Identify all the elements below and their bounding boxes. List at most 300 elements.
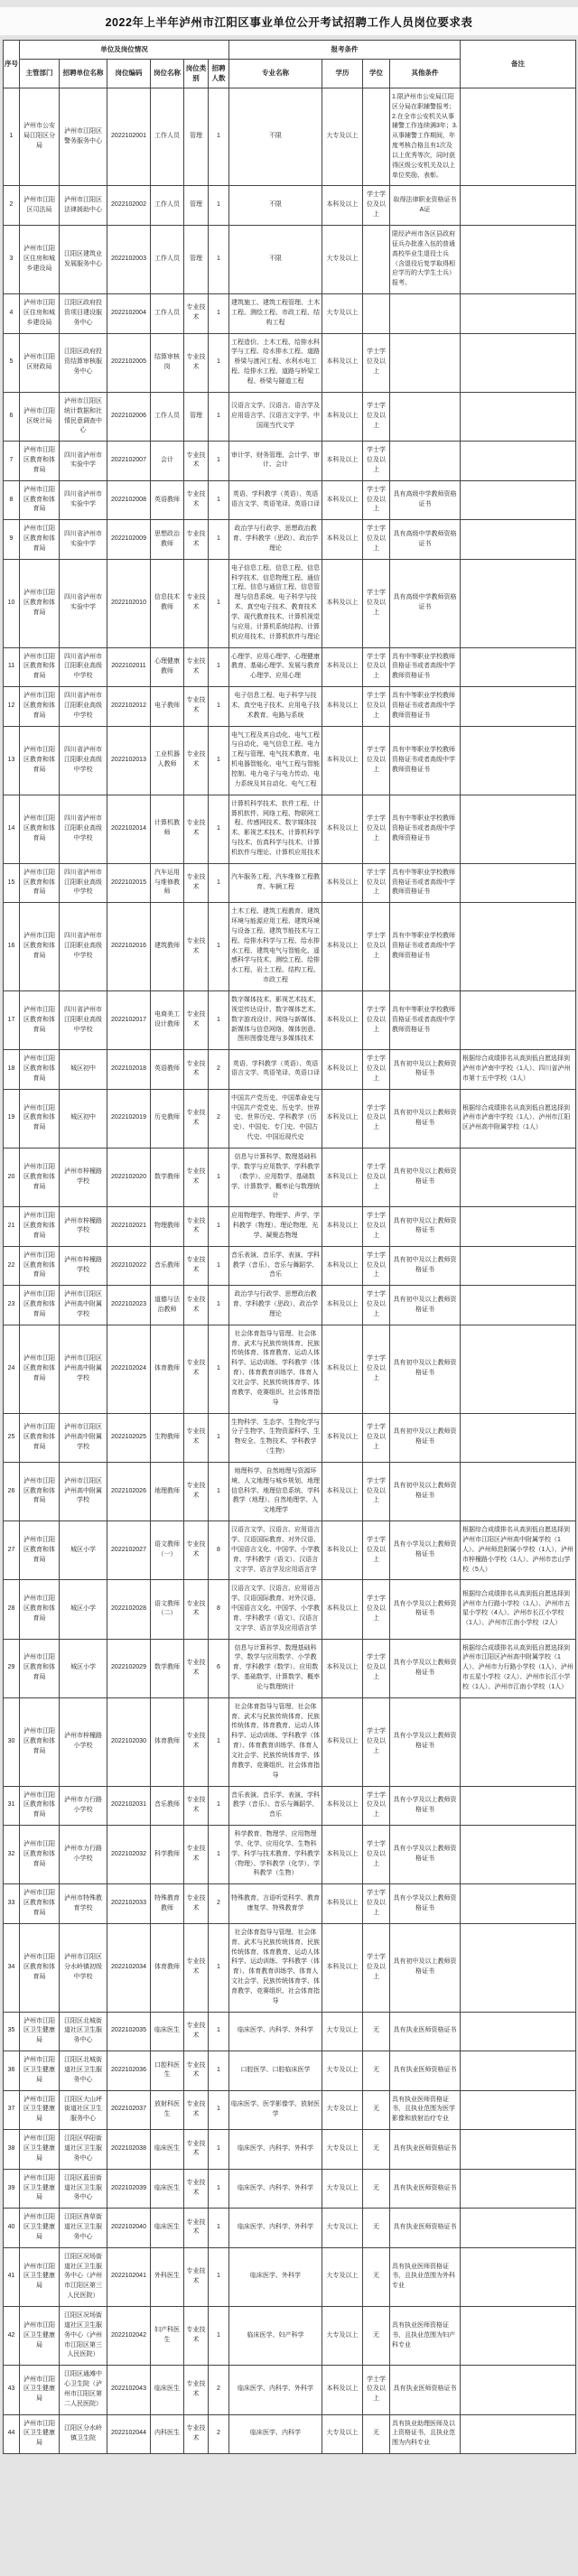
cell-remark bbox=[461, 726, 576, 795]
cell-remark bbox=[461, 1413, 576, 1462]
cell-code: 2022102034 bbox=[107, 1923, 151, 2012]
cell-other: 具有中等职业学校教师资格证书或者高级中学教师资格证书 bbox=[390, 647, 461, 687]
cell-major: 社会体育指导与管理、社会体育、武术与民族传统体育、民族传统体育、体育教育、运动人体科学、运动训练、学科教学（体育）、体育教育训练学、体育人文社会学、民族传统体育学、体育教学、竞赛组织、社会体育指导 bbox=[229, 1697, 322, 1786]
cell-category: 专业技术 bbox=[184, 991, 209, 1050]
cell-dept: 泸州市江阳区教育和体育局 bbox=[20, 795, 60, 863]
cell-seq: 5 bbox=[4, 333, 20, 392]
cell-other: 具有执业医师资格证书 bbox=[390, 2130, 461, 2170]
cell-count: 1 bbox=[209, 1462, 229, 1520]
cell-education: 本科及以上 bbox=[322, 1462, 363, 1520]
cell-major: 临床医学、内科学、外科学 bbox=[229, 2366, 322, 2414]
cell-count: 1 bbox=[209, 1207, 229, 1247]
cell-dept: 泸州市江阳区教育和体育局 bbox=[20, 1639, 60, 1697]
cell-major: 汉语言文学、汉语言、应用语言学、汉语国际教育、对外汉语、中国语言文化、中国学、小学教育、学科教学（语文）、汉语言文字学、语言学及应用语言学 bbox=[229, 1580, 322, 1639]
cell-post: 音乐教师 bbox=[151, 1246, 184, 1286]
cell-count: 1 bbox=[209, 1786, 229, 1826]
cell-dept: 泸州市江阳区教育和体育局 bbox=[20, 442, 60, 481]
cell-other: 具有执业医师资格证书 bbox=[390, 2012, 461, 2051]
cell-code: 2022102032 bbox=[107, 1826, 151, 1884]
cell-major: 生物科学、生态学、生物化学与分子生物学、生物资源科学、生物安全、生物技术、学科教学（生物） bbox=[229, 1413, 322, 1462]
cell-count: 1 bbox=[209, 88, 229, 186]
cell-remark bbox=[461, 795, 576, 863]
cell-unit: 泸州市梓橦路学校 bbox=[60, 1207, 107, 1247]
cell-code: 2022102031 bbox=[107, 1786, 151, 1826]
cell-code: 2022102028 bbox=[107, 1580, 151, 1639]
cell-education: 本科及以上 bbox=[322, 1884, 363, 1924]
cell-major: 临床医学、外科学 bbox=[229, 2247, 322, 2306]
cell-code: 2022102013 bbox=[107, 726, 151, 795]
cell-unit: 泸州市梓橦路学校 bbox=[60, 1246, 107, 1286]
cell-seq: 36 bbox=[4, 2051, 20, 2091]
cell-degree bbox=[363, 226, 390, 294]
cell-category: 专业技术 bbox=[184, 1697, 209, 1786]
cell-major: 临床医学、妇产科学 bbox=[229, 2306, 322, 2365]
table-row bbox=[4, 294, 576, 334]
cell-major: 中国共产党历史、中国革命史与中国共产党党史、历史学、世界史、世界历史、学科教学（历史）、中国史、专门史、中国古代史、中国近现代史 bbox=[229, 1089, 322, 1148]
cell-degree: 学士学位及以上 bbox=[363, 1786, 390, 1826]
cell-dept: 泸州市江阳区教育和体育局 bbox=[20, 903, 60, 991]
cell-seq: 1 bbox=[4, 88, 20, 186]
cell-dept: 泸州市江阳区教育和体育局 bbox=[20, 726, 60, 795]
cell-seq: 18 bbox=[4, 1050, 20, 1090]
cell-other bbox=[390, 442, 461, 481]
cell-unit: 江阳区华阳街道社区卫生服务中心 bbox=[60, 2130, 107, 2170]
cell-major: 电子信息工程、信息工程、信息科学技术、信息物理工程、通信工程、信息与通信工程、信息管理与信息系统、电子科学与技术、真空电子技术、教育技术学、现代教育技术、计算机视觉与应用、计算机系统结构、计算机应用技术、计算机软件与理论 bbox=[229, 559, 322, 647]
cell-dept: 泸州市江阳区教育和体育局 bbox=[20, 1521, 60, 1580]
cell-unit: 城区小学 bbox=[60, 1639, 107, 1697]
cell-category: 专业技术 bbox=[184, 1050, 209, 1090]
cell-other: 具有初中及以上教师资格证书 bbox=[390, 1325, 461, 1413]
cell-post: 放射科医生 bbox=[151, 2090, 184, 2130]
cell-education: 本科及以上 bbox=[322, 903, 363, 991]
cell-remark bbox=[461, 2090, 576, 2130]
cell-education: 本科及以上 bbox=[322, 1580, 363, 1639]
cell-post: 电商美工设计教师 bbox=[151, 991, 184, 1050]
cell-code: 2022102010 bbox=[107, 559, 151, 647]
cell-major: 临床医学、内科学、外科学 bbox=[229, 2012, 322, 2051]
cell-remark bbox=[461, 88, 576, 186]
cell-other: 具有执业医师资格证书 bbox=[390, 2051, 461, 2091]
cell-post: 数学教师 bbox=[151, 1639, 184, 1697]
cell-unit: 城区小学 bbox=[60, 1521, 107, 1580]
cell-post: 语文教师（二） bbox=[151, 1580, 184, 1639]
cell-seq: 11 bbox=[4, 647, 20, 687]
cell-degree: 无 bbox=[363, 2306, 390, 2365]
cell-code: 2022102003 bbox=[107, 226, 151, 294]
cell-post: 工作人员 bbox=[151, 294, 184, 334]
table-row bbox=[4, 2169, 576, 2209]
cell-seq: 9 bbox=[4, 520, 20, 560]
cell-category: 专业技术 bbox=[184, 1580, 209, 1639]
table-row bbox=[4, 333, 576, 392]
cell-major: 汽车服务工程、汽车维修工程教育、车辆工程 bbox=[229, 863, 322, 903]
cell-category: 专业技术 bbox=[184, 795, 209, 863]
cell-degree: 学士学位及以上 bbox=[363, 687, 390, 727]
cell-dept: 泸州市江阳区教育和体育局 bbox=[20, 1697, 60, 1786]
cell-other: 具有小学及以上教师资格证书 bbox=[390, 1521, 461, 1580]
cell-other: 具有高级中学教师资格证书 bbox=[390, 480, 461, 520]
cell-post: 地理教师 bbox=[151, 1462, 184, 1520]
table-row bbox=[4, 2012, 576, 2051]
cell-unit: 泸州市特殊教育学校 bbox=[60, 1884, 107, 1924]
cell-unit: 江阳区通滩中心卫生院（泸州市江阳区第二人民医院） bbox=[60, 2366, 107, 2414]
cell-seq: 15 bbox=[4, 863, 20, 903]
cell-other: 具有中等职业学校教师资格证书或者高级中学教师资格证书 bbox=[390, 726, 461, 795]
cell-code: 2022102026 bbox=[107, 1462, 151, 1520]
cell-post: 临床医生 bbox=[151, 2169, 184, 2209]
cell-code: 2022102040 bbox=[107, 2209, 151, 2248]
table-row bbox=[4, 1286, 576, 1325]
cell-degree: 学士学位及以上 bbox=[363, 1697, 390, 1786]
cell-degree: 学士学位及以上 bbox=[363, 903, 390, 991]
cell-degree: 学士学位及以上 bbox=[363, 726, 390, 795]
header-row-groups bbox=[4, 41, 576, 60]
cell-degree: 学士学位及以上 bbox=[363, 559, 390, 647]
cell-seq: 24 bbox=[4, 1325, 20, 1413]
cell-count: 1 bbox=[209, 2130, 229, 2170]
cell-category: 专业技术 bbox=[184, 1786, 209, 1826]
cell-category: 专业技术 bbox=[184, 1286, 209, 1325]
cell-seq: 29 bbox=[4, 1639, 20, 1697]
cell-remark bbox=[461, 1697, 576, 1786]
cell-dept: 泸州市公安局江阳区分局 bbox=[20, 88, 60, 186]
cell-unit: 泸州市江阳区统计数据和社情民意调查中心 bbox=[60, 392, 107, 441]
cell-dept: 泸州市江阳区统计局 bbox=[20, 392, 60, 441]
cell-code: 2022102042 bbox=[107, 2306, 151, 2365]
cell-degree: 学士学位及以上 bbox=[363, 1325, 390, 1413]
cell-education: 本科及以上 bbox=[322, 1325, 363, 1413]
col-group-apply: 报考条件 bbox=[229, 41, 461, 60]
table-row bbox=[4, 2090, 576, 2130]
cell-other: 具有初中及以上教师资格证书 bbox=[390, 1050, 461, 1090]
cell-major: 社会体育指导与管理、社会体育、武术与民族传统体育、民族传统体育、体育教育、运动人体科学、运动训练、学科教学（体育）、体育教育训练学、体育人文社会学、民族传统体育学、体育教学、竞赛组织、社会体育指导 bbox=[229, 1923, 322, 2012]
cell-count: 1 bbox=[209, 2090, 229, 2130]
cell-degree: 无 bbox=[363, 2090, 390, 2130]
cell-other: 具有中等职业学校教师资格证书或者高级中学教师资格证书 bbox=[390, 903, 461, 991]
cell-category: 专业技术 bbox=[184, 520, 209, 560]
cell-major: 信息与计算科学、数理基础科学、数学与应用数学、小学教育、学科教学（数学）、应用数学、基础数学、计算数学、概率论与数理统计 bbox=[229, 1639, 322, 1697]
cell-degree bbox=[363, 294, 390, 334]
cell-other: 具有小学及以上教师资格证书 bbox=[390, 1697, 461, 1786]
cell-major: 临床医学、内科学、外科学 bbox=[229, 2169, 322, 2209]
cell-category: 管理 bbox=[184, 186, 209, 226]
cell-major: 音乐表演、音乐学、表演、学科教学（音乐）、音乐与舞蹈学、音乐 bbox=[229, 1246, 322, 1286]
cell-category: 专业技术 bbox=[184, 726, 209, 795]
cell-remark bbox=[461, 1325, 576, 1413]
cell-remark: 根据综合成绩排名从高到低自愿选择到泸州市泸南中学校（1人）、四川省泸州市第十五中学校（1人） bbox=[461, 1050, 576, 1090]
cell-education: 本科及以上 bbox=[322, 480, 363, 520]
cell-unit: 江阳区建筑业发展服务中心 bbox=[60, 226, 107, 294]
cell-unit: 四川省泸州市江阳职业高级中学校 bbox=[60, 726, 107, 795]
cell-category: 专业技术 bbox=[184, 1462, 209, 1520]
cell-code: 2022102036 bbox=[107, 2051, 151, 2091]
cell-education: 本科及以上 bbox=[322, 1697, 363, 1786]
cell-count: 1 bbox=[209, 1286, 229, 1325]
cell-education: 本科及以上 bbox=[322, 1207, 363, 1247]
cell-code: 2022102001 bbox=[107, 88, 151, 186]
cell-seq: 6 bbox=[4, 392, 20, 441]
cell-code: 2022102009 bbox=[107, 520, 151, 560]
cell-education: 本科及以上 bbox=[322, 186, 363, 226]
cell-unit: 江阳区茜草街道社区卫生服务中心 bbox=[60, 2209, 107, 2248]
table-row bbox=[4, 186, 576, 226]
cell-major: 土木工程、建筑工程教育、建筑环境与能源应用工程、建筑环境与设备工程、建筑节能技术与工程、给排水科学与工程、给水排水工程、建筑电气与智能化、遥感科学与技术、测绘工程、给排水工程、岩土工程、结构工程、市政工程 bbox=[229, 903, 322, 991]
cell-count: 6 bbox=[209, 1639, 229, 1697]
cell-education: 本科及以上 bbox=[322, 1521, 363, 1580]
cell-category: 专业技术 bbox=[184, 2130, 209, 2170]
cell-remark bbox=[461, 186, 576, 226]
table-row bbox=[4, 1050, 576, 1090]
cell-degree: 学士学位及以上 bbox=[363, 520, 390, 560]
cell-category: 专业技术 bbox=[184, 1207, 209, 1247]
cell-education: 本科及以上 bbox=[322, 1786, 363, 1826]
cell-post: 临床医生 bbox=[151, 2209, 184, 2248]
cell-education: 本科及以上 bbox=[322, 726, 363, 795]
cell-education: 大专及以上 bbox=[322, 2051, 363, 2091]
cell-degree: 学士学位及以上 bbox=[363, 392, 390, 441]
cell-major: 数字媒体技术、影视艺术技术、视觉传达设计、数字媒体艺术、数字游戏设计、网络与新媒体、新媒体与信息网络、媒体创意、图形图像处理与多媒体技术 bbox=[229, 991, 322, 1050]
cell-degree: 学士学位及以上 bbox=[363, 647, 390, 687]
col-header-unit: 招聘单位名称 bbox=[60, 59, 107, 88]
cell-dept: 泸州市江阳区住房和城乡建设局 bbox=[20, 294, 60, 334]
cell-remark bbox=[461, 559, 576, 647]
cell-seq: 14 bbox=[4, 795, 20, 863]
cell-dept: 泸州市江阳区教育和体育局 bbox=[20, 991, 60, 1050]
cell-major: 汉语言文学、汉语言、应用语言学、汉语国际教育、对外汉语、中国语言文化、中国学、小学教育、学科教学（语文）、汉语言文字学、语言学及应用语言学 bbox=[229, 1521, 322, 1580]
recruitment-table bbox=[3, 40, 576, 2454]
cell-seq: 19 bbox=[4, 1089, 20, 1148]
cell-code: 2022102043 bbox=[107, 2366, 151, 2414]
cell-code: 2022102017 bbox=[107, 991, 151, 1050]
cell-remark bbox=[461, 1148, 576, 1206]
cell-unit: 泸州市江阳区泸州高中附属学校 bbox=[60, 1286, 107, 1325]
cell-major: 英语、学科教学（英语）、英语语言文学、英语笔译、英语口译 bbox=[229, 480, 322, 520]
cell-code: 2022102033 bbox=[107, 1884, 151, 1924]
cell-count: 1 bbox=[209, 1697, 229, 1786]
cell-count: 1 bbox=[209, 863, 229, 903]
cell-remark bbox=[461, 1246, 576, 1286]
cell-dept: 泸州市江阳区卫生健康局 bbox=[20, 2012, 60, 2051]
cell-code: 2022102030 bbox=[107, 1697, 151, 1786]
cell-degree: 学士学位及以上 bbox=[363, 480, 390, 520]
cell-count: 1 bbox=[209, 2209, 229, 2248]
cell-count: 1 bbox=[209, 226, 229, 294]
cell-count: 1 bbox=[209, 647, 229, 687]
cell-count: 1 bbox=[209, 2012, 229, 2051]
cell-post: 外科医生 bbox=[151, 2247, 184, 2306]
cell-count: 1 bbox=[209, 1413, 229, 1462]
cell-code: 2022102019 bbox=[107, 1089, 151, 1148]
cell-seq: 8 bbox=[4, 480, 20, 520]
cell-unit: 江阳区政府投资项目建设服务中心 bbox=[60, 294, 107, 334]
cell-dept: 泸州市江阳区教育和体育局 bbox=[20, 480, 60, 520]
cell-post: 工业机器人教师 bbox=[151, 726, 184, 795]
cell-seq: 34 bbox=[4, 1923, 20, 2012]
cell-count: 2 bbox=[209, 1050, 229, 1090]
cell-other: 具有高级中学教师资格证书 bbox=[390, 559, 461, 647]
cell-seq: 40 bbox=[4, 2209, 20, 2248]
cell-count: 2 bbox=[209, 2414, 229, 2454]
cell-code: 2022102020 bbox=[107, 1148, 151, 1206]
table-row bbox=[4, 1246, 576, 1286]
cell-major: 审计学、财务管理、会计学、审计、会计 bbox=[229, 442, 322, 481]
cell-other: 具有中等职业学校教师资格证书或者高级中学教师资格证书 bbox=[390, 991, 461, 1050]
cell-dept: 泸州市江阳区教育和体育局 bbox=[20, 1413, 60, 1462]
cell-category: 专业技术 bbox=[184, 2366, 209, 2414]
cell-other: 具有初中及以上教师资格证书 bbox=[390, 1413, 461, 1462]
cell-count: 2 bbox=[209, 1089, 229, 1148]
table-row bbox=[4, 903, 576, 991]
cell-major: 建筑施工、建筑工程管理、土木工程、测绘工程、市政工程、结构工程 bbox=[229, 294, 322, 334]
col-header-code: 岗位编码 bbox=[107, 59, 151, 88]
cell-degree: 无 bbox=[363, 2247, 390, 2306]
cell-education: 本科及以上 bbox=[322, 863, 363, 903]
cell-remark bbox=[461, 2051, 576, 2091]
cell-major: 社会体育指导与管理、社会体育、武术与民族传统体育、民族传统体育、体育教育、运动人体科学、运动训练、学科教学（体育）、体育教育训练学、体育人文社会学、民族传统体育学、体育教学、竞赛组织、社会体育指导 bbox=[229, 1325, 322, 1413]
col-header-post: 岗位名称 bbox=[151, 59, 184, 88]
cell-other: 具有执业医师资格证书 bbox=[390, 2366, 461, 2414]
cell-remark bbox=[461, 1923, 576, 2012]
cell-post: 会计 bbox=[151, 442, 184, 481]
cell-category: 专业技术 bbox=[184, 2306, 209, 2365]
table-row bbox=[4, 795, 576, 863]
table-row bbox=[4, 520, 576, 560]
cell-education: 本科及以上 bbox=[322, 647, 363, 687]
cell-count: 1 bbox=[209, 687, 229, 727]
cell-category: 专业技术 bbox=[184, 2012, 209, 2051]
cell-other: 具有小学及以上教师资格证书 bbox=[390, 1639, 461, 1697]
cell-category: 管理 bbox=[184, 392, 209, 441]
cell-degree: 学士学位及以上 bbox=[363, 1580, 390, 1639]
cell-seq: 22 bbox=[4, 1246, 20, 1286]
cell-category: 专业技术 bbox=[184, 903, 209, 991]
cell-unit: 四川省泸州市实验中学 bbox=[60, 442, 107, 481]
title-band bbox=[0, 7, 578, 35]
cell-major: 汉语言文学、汉语言、语言学及应用语言学、汉语言文字学、中国现当代文学 bbox=[229, 392, 322, 441]
cell-major: 音乐表演、音乐学、表演、学科教学（音乐）、音乐与舞蹈学、音乐 bbox=[229, 1786, 322, 1826]
cell-degree: 学士学位及以上 bbox=[363, 1207, 390, 1247]
cell-remark bbox=[461, 903, 576, 991]
cell-major: 口腔医学、口腔临床医学 bbox=[229, 2051, 322, 2091]
cell-education: 本科及以上 bbox=[322, 795, 363, 863]
cell-degree: 学士学位及以上 bbox=[363, 1826, 390, 1884]
cell-other: 具有执业医师资格证书 bbox=[390, 2209, 461, 2248]
cell-dept: 泸州市江阳区教育和体育局 bbox=[20, 1148, 60, 1206]
cell-remark bbox=[461, 863, 576, 903]
cell-major: 不限 bbox=[229, 226, 322, 294]
cell-category: 管理 bbox=[184, 226, 209, 294]
cell-code: 2022102005 bbox=[107, 333, 151, 392]
page-title: 2022年上半年泸州市江阳区事业单位公开考试招聘工作人员岗位要求表 bbox=[105, 16, 473, 29]
cell-dept: 泸州市江阳区教育和体育局 bbox=[20, 1286, 60, 1325]
cell-seq: 26 bbox=[4, 1462, 20, 1520]
cell-major: 政治学与行政学、思想政治教育、学科教学（思政）、政治学理论 bbox=[229, 520, 322, 560]
cell-unit: 泸州市江阳区泸州高中附属学校 bbox=[60, 1325, 107, 1413]
cell-other: 限经泸州市各区县政府征兵办批准入伍的普通高校毕业生退役士兵（含退役后复学取得相应学历的大学生士兵）报考。 bbox=[390, 226, 461, 294]
cell-seq: 25 bbox=[4, 1413, 20, 1462]
cell-other: 具有执业医师资格证书 bbox=[390, 2169, 461, 2209]
cell-remark bbox=[461, 442, 576, 481]
cell-major: 临床医学、内科学、外科学 bbox=[229, 2209, 322, 2248]
cell-major: 特殊教育、言语听觉科学、教育康复学、特殊教育学 bbox=[229, 1884, 322, 1924]
cell-count: 1 bbox=[209, 2247, 229, 2306]
cell-other: 具有执业医师资格证书，且执业范围为妇产科专业 bbox=[390, 2306, 461, 2365]
cell-unit: 江阳区蓝田街道社区卫生服务中心 bbox=[60, 2169, 107, 2209]
table-row bbox=[4, 1786, 576, 1826]
cell-code: 2022102014 bbox=[107, 795, 151, 863]
cell-post: 汽车运用与维修教师 bbox=[151, 863, 184, 903]
cell-other: 具有执业医师资格证书，且执业范围为外科专业 bbox=[390, 2247, 461, 2306]
cell-count: 1 bbox=[209, 903, 229, 991]
cell-unit: 四川省泸州市实验中学 bbox=[60, 559, 107, 647]
table-row bbox=[4, 1413, 576, 1462]
cell-remark: 根据综合成绩排名从高到低自愿选择到泸州市泸南中学校（1人）、泸州市江阳区泸州高中附属学校（1人） bbox=[461, 1089, 576, 1148]
cell-post: 工作人员 bbox=[151, 186, 184, 226]
cell-other: 具有初中及以上教师资格证书 bbox=[390, 1089, 461, 1148]
cell-other: 具有初中及以上教师资格证书 bbox=[390, 1207, 461, 1247]
cell-seq: 38 bbox=[4, 2130, 20, 2170]
cell-post: 工作人员 bbox=[151, 392, 184, 441]
cell-code: 2022102022 bbox=[107, 1246, 151, 1286]
cell-unit: 泸州市江阳区警务服务中心 bbox=[60, 88, 107, 186]
cell-post: 工作人员 bbox=[151, 226, 184, 294]
cell-remark bbox=[461, 480, 576, 520]
cell-dept: 泸州市江阳区卫生健康局 bbox=[20, 2209, 60, 2248]
table-row bbox=[4, 726, 576, 795]
cell-count: 1 bbox=[209, 186, 229, 226]
cell-code: 2022102004 bbox=[107, 294, 151, 334]
cell-degree: 学士学位及以上 bbox=[363, 442, 390, 481]
cell-category: 专业技术 bbox=[184, 2247, 209, 2306]
cell-dept: 泸州市江阳区卫生健康局 bbox=[20, 2169, 60, 2209]
cell-unit: 四川省泸州市江阳职业高级中学校 bbox=[60, 863, 107, 903]
table-row bbox=[4, 647, 576, 687]
cell-dept: 泸州市江阳区教育和体育局 bbox=[20, 559, 60, 647]
cell-major: 临床医学、医学影像学、放射医学 bbox=[229, 2090, 322, 2130]
cell-degree: 学士学位及以上 bbox=[363, 1050, 390, 1090]
cell-seq: 43 bbox=[4, 2366, 20, 2414]
cell-category: 专业技术 bbox=[184, 1413, 209, 1462]
cell-remark: 根据综合成绩排名从高到低自愿选择到泸州市江阳区泸州高中附属学校（1人）、泸州市力行路小学校（1人）、泸州市五星小学校（2人）、泸州市长江小学校（1人）、泸州市江南小学校（1人） bbox=[461, 1639, 576, 1697]
cell-education: 大专及以上 bbox=[322, 88, 363, 186]
cell-post: 内科医生 bbox=[151, 2414, 184, 2454]
cell-major: 临床医学、内科学、外科学 bbox=[229, 2130, 322, 2170]
cell-major: 应用物理学、物理学、声学、学科教学（物理）、理论物理、光学、凝聚态物理 bbox=[229, 1207, 322, 1247]
cell-education: 大专及以上 bbox=[322, 226, 363, 294]
cell-code: 2022102016 bbox=[107, 903, 151, 991]
cell-code: 2022102038 bbox=[107, 2130, 151, 2170]
cell-seq: 7 bbox=[4, 442, 20, 481]
cell-count: 8 bbox=[209, 1521, 229, 1580]
cell-dept: 泸州市江阳区教育和体育局 bbox=[20, 863, 60, 903]
cell-unit: 城区初中 bbox=[60, 1089, 107, 1148]
cell-education: 本科及以上 bbox=[322, 1246, 363, 1286]
cell-degree: 学士学位及以上 bbox=[363, 991, 390, 1050]
cell-degree: 学士学位及以上 bbox=[363, 333, 390, 392]
cell-degree: 学士学位及以上 bbox=[363, 1462, 390, 1520]
table-row bbox=[4, 1325, 576, 1413]
cell-count: 1 bbox=[209, 1826, 229, 1884]
cell-dept: 泸州市江阳区住房和城乡建设局 bbox=[20, 226, 60, 294]
table-row bbox=[4, 1207, 576, 1247]
cell-other: 具有初中及以上教师资格证书 bbox=[390, 1148, 461, 1206]
cell-unit: 泸州市梓橦路学校 bbox=[60, 1148, 107, 1206]
cell-count: 1 bbox=[209, 442, 229, 481]
cell-other: 具有小学及以上教师资格证书 bbox=[390, 1786, 461, 1826]
cell-seq: 30 bbox=[4, 1697, 20, 1786]
cell-dept: 泸州市江阳区教育和体育局 bbox=[20, 1325, 60, 1413]
cell-count: 1 bbox=[209, 1923, 229, 2012]
